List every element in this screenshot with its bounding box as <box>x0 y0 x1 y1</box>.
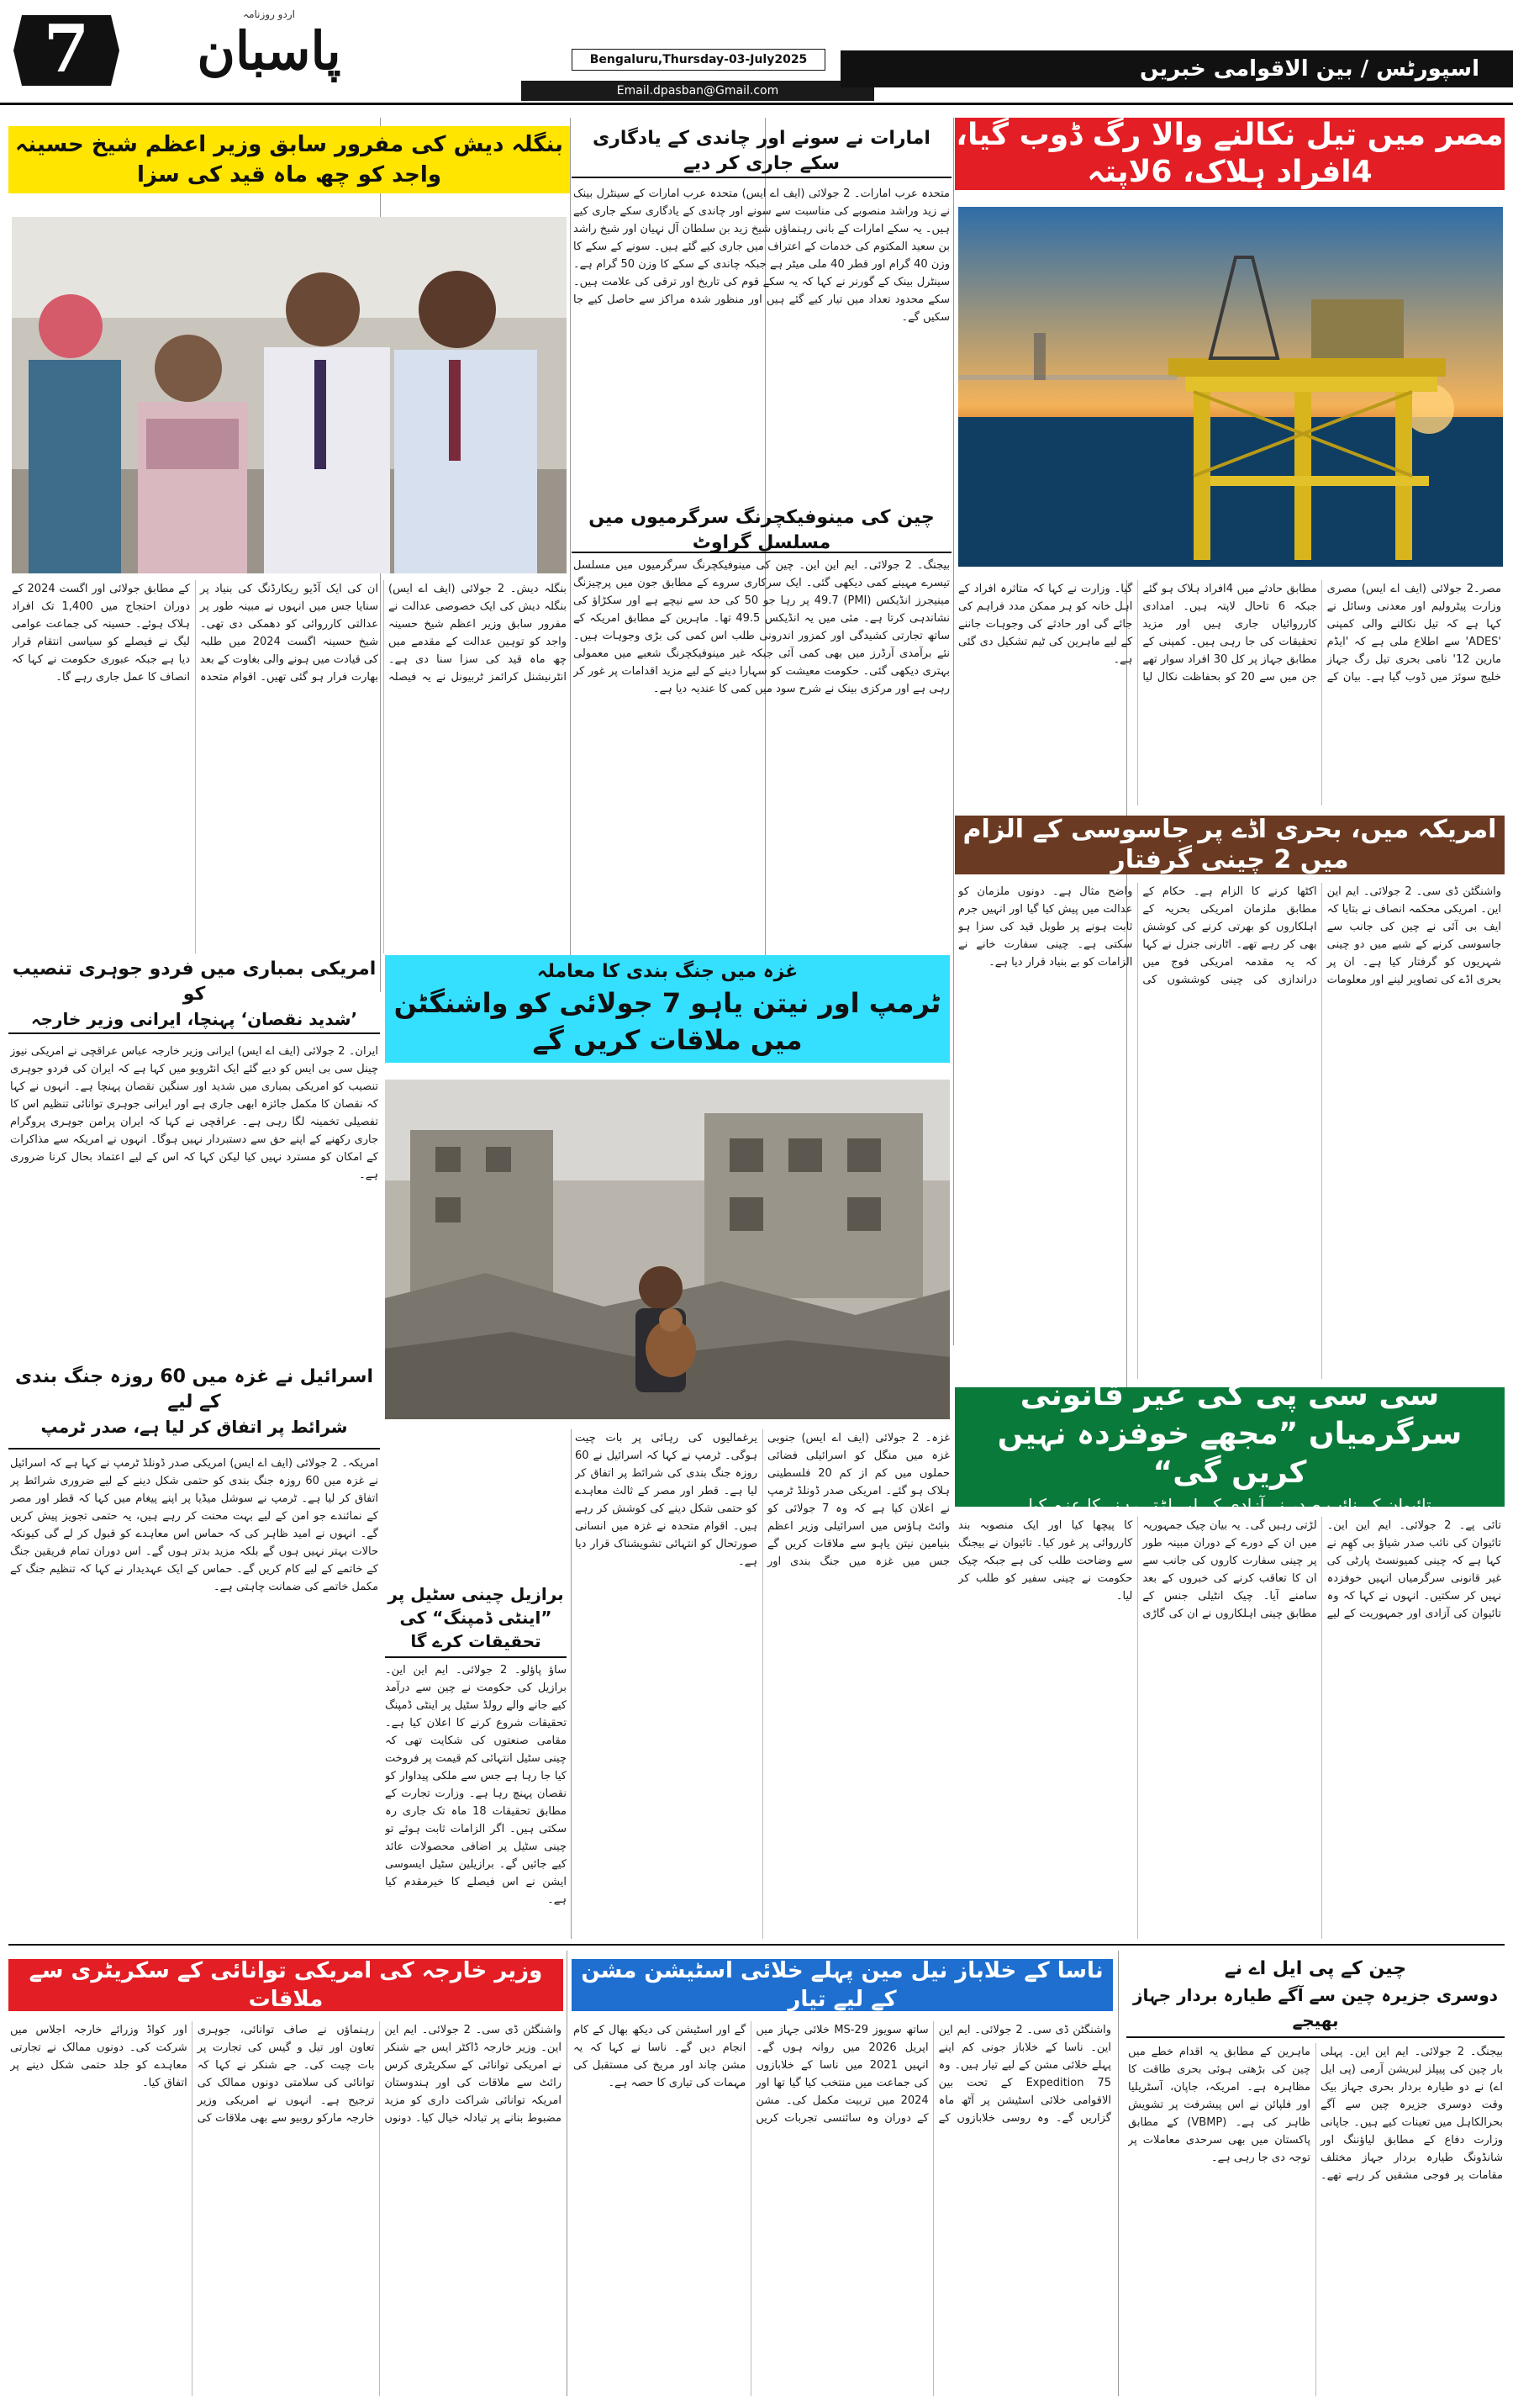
cpc-article <box>958 1517 1501 1939</box>
header-bar <box>0 0 1513 106</box>
china-spy-headline-banner <box>955 816 1505 874</box>
gaza-body: غزہ۔ 2 جولائی (ایف اے ایس) جنوبی غزہ میں منگل کو اسرائیلی فضائی حملوں میں کم از کم 20 فلسطینی ہلاک ہو گئے۔ امریکی صدر ڈونلڈ ٹرمپ نے اعلان کیا ہے کہ وہ 7 جولائی کو وائٹ ہاؤس میں اسرائیلی وزیر اعظم بنیامین نیتن یاہو سے ملاقات کریں گے جس میں غزہ میں جنگ بندی اور یرغمالیوں کی رہائی پر بات چیت ہوگی۔ ٹرمپ نے کہا کہ اسرائیل نے 60 روزہ جنگ بندی کی شرائط پر اتفاق کر لیا ہے۔ قطر اور مصر کے ثالث معاہدے کو حتمی شکل دینے کی کوشش کر رہے ہیں۔ اقوام متحدہ نے غزہ میں انسانی صورتحال کو انتہائی تشویشناک قرار دیا ہے۔ <box>575 1432 950 1568</box>
brazil-headline-box <box>385 1579 567 1658</box>
brazil-body: ساؤ پاؤلو۔ 2 جولائی۔ ایم این این۔ برازیل کی حکومت نے چین سے درآمد کیے جانے والے رولڈ سٹیل پر اینٹی ڈمپنگ تحقیقات شروع کرنے کا اعلان کیا ہے۔ مقامی صنعتوں کی شکایت تھی کہ چینی سٹیل انتہائی کم قیمت پر فروخت کیا جا رہا ہے جس سے ملکی پیداوار کو نقصان پہنچ رہا ہے۔ وزارت تجارت کے مطابق تحقیقات 18 ماہ تک جاری رہ سکتی ہیں۔ اگر الزامات ثابت ہوئے تو چینی سٹیل پر اضافی محصولات عائد کیے جائیں گے۔ برازیلین سٹیل ایسوسی ایشن نے اس فیصلے کا خیرمقدم کیا ہے۔ <box>385 1664 567 1906</box>
mfg-article <box>573 557 950 952</box>
china-spy-body: واشنگٹن ڈی سی۔ 2 جولائی۔ ایم این این۔ امریکی محکمہ انصاف نے بتایا کہ ایف بی آئی نے چین کی جانب سے جاسوسی کرنے کے شبے میں دو چینی شہریوں کو گرفتار کیا ہے۔ ان پر بحری اڈے کی تصاویر لینے اور معلومات اکٹھا کرنے کا الزام ہے۔ حکام کے مطابق ملزمان امریکی بحریہ کے اہلکاروں کو بھرتی کرنے کی کوشش بھی کر رہے تھے۔ اٹارنی جنرل نے کہا کہ یہ مقدمہ امریکی فوج میں دراندازی کی چینی کوششوں کی واضح مثال ہے۔ دونوں ملزمان کو عدالت میں پیش کیا گیا اور انہیں جرم ثابت ہونے پر طویل قید کی سزا ہو سکتی ہے۔ چینی سفارت خانے نے الزامات کو بے بنیاد قرار دیا ہے۔ <box>958 885 1501 986</box>
cpc-headline-banner <box>955 1378 1505 1515</box>
iran-article <box>10 1043 378 1347</box>
column-rule <box>953 118 954 1345</box>
cpc-subhead: تائیوان کے نائب صدر نے آزادی کے لیے لڑتے رہنے کا عزم کیا <box>1028 1495 1431 1515</box>
hasina-image <box>12 217 567 573</box>
page-number: 7 <box>43 11 90 87</box>
pla-article <box>1128 2043 1503 2396</box>
pla-headline-box <box>1126 1952 1505 2038</box>
column-rule <box>1118 1951 1119 2396</box>
dateline-box <box>572 49 825 71</box>
mfg-body: بیجنگ۔ 2 جولائی۔ ایم این این۔ چین کی مینوفیکچرنگ سرگرمیوں میں مسلسل تیسرے مہینے کمی دیکھی گئی۔ ایک سرکاری سروے کے مطابق جون میں پرچیزنگ مینیجرز انڈیکس (PMI) 49.7 پر رہا جو 50 کی حد سے نیچے ہے اور سکڑاؤ کی نشاندہی کرتا ہے۔ مئی میں یہ انڈیکس 49.5 تھا۔ ماہرین کے مطابق امریکہ کے ساتھ تجارتی کشیدگی اور کمزور اندرونی طلب اس کمی کی بڑی وجوہات ہیں۔ نئے برآمدی آرڈرز میں بھی کمی آئی جبکہ غیر مینوفیکچرنگ شعبے میں معمولی بہتری دیکھی گئی۔ حکومت معیشت کو سہارا دینے کے لیے مزید اقدامات پر غور کر رہی ہے اور مرکزی بینک نے شرح سود میں کمی کا عندیہ دیا ہے۔ <box>573 559 950 695</box>
uae-article <box>573 185 950 506</box>
gaza-headline-banner <box>385 955 950 1063</box>
nasa-headline: ناسا کے خلاباز نیل مین پہلے خلائی اسٹیشن مشن کے لیے تیار <box>581 1958 1104 2012</box>
pla-headline: چین کے پی ایل اے نے <box>1224 1958 1407 1979</box>
gaza-rubble-image <box>385 1080 950 1419</box>
hasina-headline-banner <box>8 126 570 193</box>
jaishankar-headline-banner <box>8 1959 563 2011</box>
gaza-kicker: غزہ میں جنگ بندی کا معاملہ <box>536 961 799 982</box>
gaza-rubble-illustration <box>385 1080 950 1419</box>
nasa-article <box>573 2021 1111 2396</box>
oil-rig-illustration <box>958 207 1503 567</box>
uae-headline: امارات نے سونے اور چاندی کے یادگاری سکے جاری کر دیے <box>593 128 930 174</box>
column-rule <box>571 1429 572 1939</box>
cpc-body: تائی پے۔ 2 جولائی۔ ایم این این۔ تائیوان کی نائب صدر شیاؤ بی کھِم نے کہا ہے کہ چینی کمیونسٹ پارٹی کی غیر قانونی سرگرمیاں انہیں خوفزدہ نہیں کر سکتیں۔ انہوں نے کہا کہ وہ تائیوان کی آزادی اور جمہوریت کے لیے لڑتی رہیں گی۔ یہ بیان چیک جمہوریہ میں ان کے دورے کے دوران مبینہ طور پر چینی سفارت کاروں کی جانب سے ان کا تعاقب کرنے کی خبروں کے بعد سامنے آیا۔ چیک انٹیلی جنس کے مطابق چینی اہلکاروں نے ان کی گاڑی کا پیچھا کیا اور ایک منصوبہ بند کارروائی پر غور کیا۔ تائیوان نے بیجنگ سے وضاحت طلب کی ہے جبکہ چیک حکومت نے چینی سفیر کو طلب کر لیا۔ <box>958 1519 1501 1620</box>
email-strip <box>521 81 874 101</box>
egypt-headline-banner <box>955 118 1505 190</box>
cpc-headline: سی سی پی کی غیر قانونی سرگرمیاں ”مجھے خوفزدہ نہیں کریں گی“ <box>997 1378 1463 1490</box>
nasa-body: واشنگٹن ڈی سی۔ 2 جولائی۔ ایم این این۔ ناسا کے خلاباز جونی کم اپنے پہلے خلائی مشن کے لیے تیار ہیں۔ وہ Expedition 75 کے تحت بین الاقوامی خلائی اسٹیشن پر آٹھ ماہ گزاریں گے۔ وہ روسی خلابازوں کے ساتھ سویوز MS-29 خلائی جہاز میں اپریل 2026 میں روانہ ہوں گے۔ انہیں 2021 میں ناسا کے خلابازوں کی جماعت میں منتخب کیا گیا تھا اور 2024 میں تربیت مکمل کی۔ مشن کے دوران وہ سائنسی تجربات کریں گے اور اسٹیشن کی دیکھ بھال کے کام انجام دیں گے۔ ناسا نے کہا کہ یہ مشن چاند اور مریخ کی مستقبل کی مہمات کی تیاری کا حصہ ہے۔ <box>573 2024 1111 2125</box>
hasina-article <box>12 580 567 953</box>
pla-subhead: دوسری جزیرہ چین سے آگے طیارہ بردار جہاز بھیجے <box>1132 1985 1499 2030</box>
dateline: Bengaluru,Thursday-03-July2025 <box>589 53 808 66</box>
hasina-headline: بنگلہ دیش کی مفرور سابق وزیر اعظم شیخ حسینہ واجد کو چھ ماہ قید کی سزا <box>15 132 563 187</box>
ceasefire-body: امریکہ۔ 2 جولائی (ایف اے ایس) امریکی صدر ڈونلڈ ٹرمپ نے کہا ہے کہ اسرائیل نے غزہ میں 60 روزہ جنگ بندی کو حتمی شکل دینے کے لیے ضروری شرائط پر اتفاق کر لیا ہے۔ ٹرمپ نے سوشل میڈیا پر اپنے پیغام میں کہا کہ قطر اور مصر کے نمائندے جو امن کے لیے بہت محنت کر رہے ہیں، یہ حتمی تجویز پیش کریں گے۔ انہوں نے امید ظاہر کی کہ حماس اس معاہدے کو قبول کر لے گی کیونکہ حالات بہتر نہیں ہوں گے بلکہ مزید بدتر ہوں گے۔ اس دوران تمام فریقین جنگ کے خاتمے کے لیے کام کریں گے۔ حماس کے ایک عہدیدار نے کہا کہ تنظیم جنگ کے مکمل خاتمے کی ضمانت چاہتی ہے۔ <box>10 1457 378 1593</box>
page-number-box <box>12 12 121 89</box>
masthead-title: پاسبان <box>197 20 341 82</box>
jaishankar-body: واشنگٹن ڈی سی۔ 2 جولائی۔ ایم این این۔ وزیر خارجہ ڈاکٹر ایس جے شنکر نے امریکی توانائی کے سکریٹری کرس رائٹ سے ملاقات کی اور ہندوستان امریکہ توانائی شراکت داری کو مزید مضبوط بنانے پر تبادلہ خیال کیا۔ دونوں رہنماؤں نے صاف توانائی، جوہری تعاون اور تیل و گیس کی تجارت پر بات چیت کی۔ جے شنکر نے کہا کہ توانائی کی سلامتی دونوں ممالک کی ترجیح ہے۔ انہوں نے امریکی وزیر خارجہ مارکو روبیو سے بھی ملاقات کی اور کواڈ وزرائے خارجہ اجلاس میں شرکت کی۔ دونوں ممالک نے تجارتی معاہدے کو جلد حتمی شکل دینے پر اتفاق کیا۔ <box>10 2024 561 2125</box>
brazil-headline: برازیل چینی سٹیل پر ”اینٹی ڈمپنگ“ کی تحقیقات کرے گا <box>387 1584 564 1651</box>
masthead-logo <box>143 8 395 92</box>
iran-subhead: ’شدید نقصان‘ پہنچا، ایرانی وزیر خارجہ <box>30 1009 358 1029</box>
ceasefire-subhead: شرائط پر اتفاق کر لیا ہے، صدر ٹرمپ <box>40 1417 348 1437</box>
uae-headline-box <box>572 126 952 178</box>
section-bar <box>841 50 1513 87</box>
hasina-photo-illustration <box>12 217 567 573</box>
hasina-body: بنگلہ دیش۔ 2 جولائی (ایف اے ایس) بنگلہ دیش کی ایک خصوصی عدالت نے مفرور سابق وزیر اعظم شیخ حسینہ واجد کو توہین عدالت کے مقدمے میں چھ ماہ قید کی سزا سنا دی ہے۔ انٹرنیشنل کرائمز ٹربیونل نے یہ فیصلہ ان کی ایک آڈیو ریکارڈنگ کی بنیاد پر سنایا جس میں انہوں نے مبینہ طور پر عدالتی کارروائی کو دھمکی دی تھی۔ شیخ حسینہ اگست 2024 میں طلبہ کی قیادت میں ہونے والی بغاوت کے بعد بھارت فرار ہو گئی تھیں۔ اقوام متحدہ کے مطابق جولائی اور اگست 2024 کے دوران احتجاج میں 1,400 تک افراد ہلاک ہوئے۔ حسینہ کی جماعت عوامی لیگ نے فیصلے کو سیاسی انتقام قرار دیا ہے جبکہ عبوری حکومت نے کہا کہ انصاف کا عمل جاری رہے گا۔ <box>12 583 567 684</box>
brazil-article <box>385 1661 567 1939</box>
iran-body: ایران۔ 2 جولائی (ایف اے ایس) ایرانی وزیر خارجہ عباس عراقچی نے امریکی نیوز چینل سی بی ایس کو دیے گئے ایک انٹرویو میں کہا ہے کہ ایران کی فردو جوہری تنصیب کو امریکی بمباری میں شدید اور سنگین نقصان پہنچا ہے۔ انہوں نے کہا کہ نقصان کا مکمل جائزہ ابھی جاری ہے اور ایرانی جوہری توانائی تنظیم اس کا تفصیلی تخمینہ لگا رہی ہے۔ عراقچی نے کہا کہ ایران پرامن جوہری پروگرام جاری رکھنے کے اپنے حق سے دستبردار نہیں ہوگا۔ انہوں نے امریکہ سے مذاکرات کے امکان کو مسترد نہیں کیا لیکن کہا کہ اس کے لیے اعتماد بحال کرنا ضروری ہے۔ <box>10 1045 378 1181</box>
iran-headline: امریکی بمباری میں فردو جوہری تنصیب کو <box>12 958 377 1005</box>
egypt-body: مصر۔2 جولائی (ایف اے ایس) مصری وزارت پیٹرولیم اور معدنی وسائل نے کہا ہے کہ تیل نکالنے والی کمپنی 'ADES' سے اطلاع ملی ہے کہ 'ایڈم مارین 12' نامی بحری تیل رگ جہاز خلیج سوئز میں ڈوب گیا ہے۔ بیان کے مطابق حادثے میں 4افراد ہلاک ہو گئے جبکہ 6 تاحال لاپتہ ہیں۔ امدادی کارروائیاں جاری ہیں اور مزید تحقیقات کی جا رہی ہیں۔ کمپنی کے مطابق جہاز پر کل 30 افراد سوار تھے جن میں سے 20 کو بحفاظت نکال لیا گیا۔ وزارت نے کہا کہ متاثرہ افراد کے اہل خانہ کو ہر ممکن مدد فراہم کی جائے گی اور حادثے کی وجوہات جاننے کے لیے ماہرین کی ٹیم تشکیل دی گئی ہے۔ <box>958 583 1501 684</box>
gaza-headline: ٹرمپ اور نیتن یاہو 7 جولائی کو واشنگٹن میں ملاقات کریں گے <box>393 987 941 1056</box>
ceasefire-headline-box <box>8 1355 380 1450</box>
email: Email.dpasban@Gmail.com <box>616 84 779 98</box>
mfg-headline-box <box>572 507 952 553</box>
masthead-tagline: اردو روزنامہ <box>243 8 295 20</box>
pla-body: بیجنگ۔ 2 جولائی۔ ایم این این۔ پہلی بار چین کی پیپلز لبریشن آرمی (پی ایل اے) نے دو طیارہ بردار بحری جہاز بیک وقت دوسری جزیرہ چین سے آگے بحرالکاہل میں تعینات کیے ہیں۔ جاپانی وزارت دفاع کے مطابق لیاؤننگ اور شانڈونگ طیارہ بردار جہاز مختلف مقامات پر فوجی مشقیں کر رہے تھے۔ ماہرین کے مطابق یہ اقدام خطے میں چین کی بڑھتی ہوئی بحری طاقت کا مظاہرہ ہے۔ امریکہ، جاپان، آسٹریلیا اور فلپائن نے اس پیشرفت پر تشویش ظاہر کی ہے۔ (VBMP) کے مطابق پاکستان میں بھی سرحدی معاملات پر توجہ دی جا رہی ہے۔ <box>1128 2046 1503 2182</box>
egypt-article <box>958 580 1501 805</box>
egypt-headline: مصر میں تیل نکالنے والا رگ ڈوب گیا، 4افراد ہلاک، 6لاپتہ <box>956 118 1504 189</box>
nasa-headline-banner <box>572 1959 1113 2011</box>
bottom-row-rule <box>8 1944 1505 1946</box>
mfg-headline: چین کی مینوفیکچرنگ سرگرمیوں میں مسلسل گراوٹ <box>588 507 935 553</box>
section-label: اسپورٹس / بین الاقوامی خبریں <box>1140 56 1479 82</box>
jaishankar-article <box>10 2021 561 2396</box>
iran-headline-box <box>8 955 380 1034</box>
uae-body: متحدہ عرب امارات۔ 2 جولائی (ایف اے ایس) متحدہ عرب امارات کے سینٹرل بینک نے زید وراشد منصوبے کی مناسبت سے سونے اور چاندی کے یادگاری سکے جاری کیے ہیں۔ یہ سکے امارات کے بانی رہنماؤں شیخ زید بن سلطان آل نہیان اور شیخ راشد بن سعید المکتوم کی خدمات کے اعتراف میں جاری کیے گئے ہیں۔ سونے کے سکے کا وزن 40 گرام اور قطر 40 ملی میٹر ہے جبکہ چاندی کے سکے کا وزن 50 گرام ہے۔ سینٹرل بینک کے گورنر نے کہا کہ یہ سکے قوم کی تاریخ اور ترقی کی علامت ہیں۔ سکے محدود تعداد میں تیار کیے گئے ہیں اور منظور شدہ مراکز سے حاصل کیے جا سکیں گے۔ <box>573 187 950 324</box>
china-spy-headline: امریکہ میں، بحری اڈے پر جاسوسی کے الزام میں 2 چینی گرفتار <box>962 815 1497 874</box>
china-spy-article <box>958 883 1501 1379</box>
jaishankar-headline: وزیر خارجہ کی امریکی توانائی کے سکریٹری سے ملاقات <box>29 1958 543 2012</box>
ceasefire-headline: اسرائیل نے غزہ میں 60 روزہ جنگ بندی کے لیے <box>14 1366 374 1413</box>
gaza-article <box>575 1429 950 1939</box>
ceasefire-article <box>10 1455 378 1939</box>
egypt-oil-rig-image <box>958 207 1503 567</box>
column-rule <box>570 118 571 992</box>
header-rule <box>0 103 1513 105</box>
